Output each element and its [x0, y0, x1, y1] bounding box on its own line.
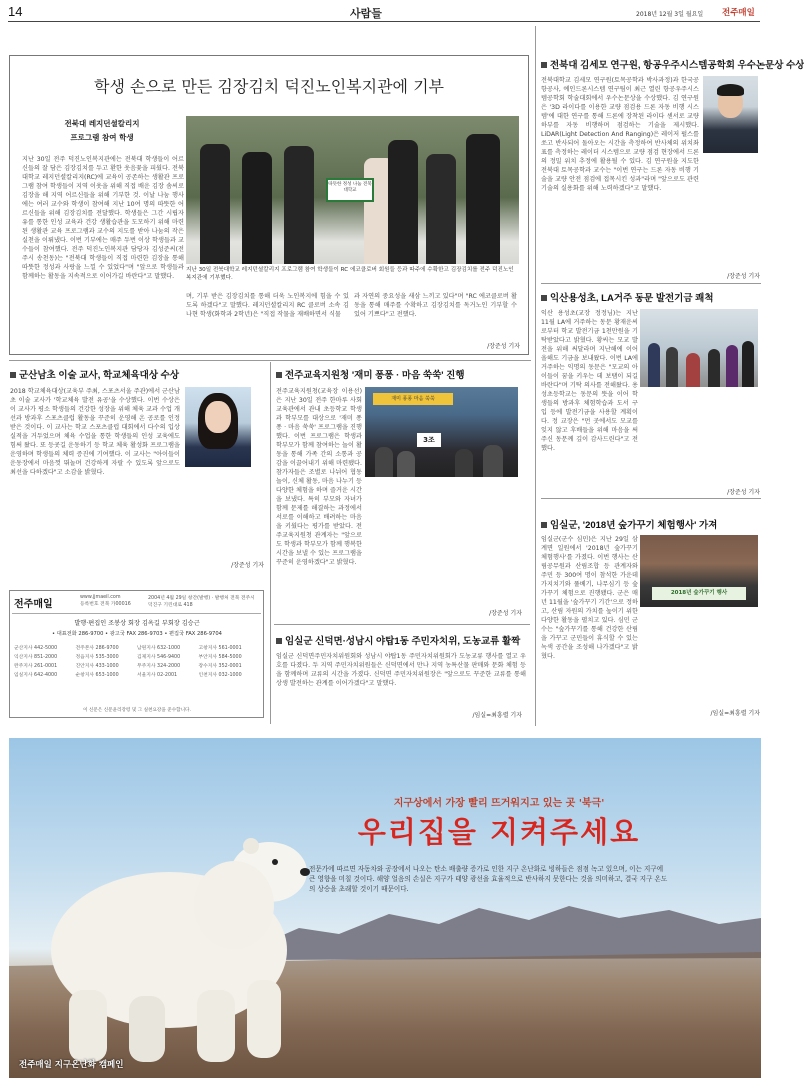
bureau-entry: 익산지사 851-2000 — [14, 655, 58, 660]
paper-name: 전주매일 — [722, 8, 755, 18]
headline-bullet — [276, 372, 282, 378]
person-figure — [397, 451, 415, 477]
iksan-story-body: 익산 용성초(교장 정정님)는 지난 11월 LA에 거주하는 동문 황재운씨로부터 학교 발전기금 1천만원을 기탁받았다고 밝혔다. 황씨는 모교 발전을 위해 써달라며 지난해에 이어 올해도 기금을 보내왔다. 이번 LA에 거주하는 익명의 동문은 "모교의 아이들이 꿈을 키우는 데 보탬이 되길 바란다"며 기탁 의사를 전해왔다. 용성초등학교는 동문의 뜻을 이어 학생들의 방과후 체험학습과 도서 구입 등에 발전기금을 사용할 계획이다. 정 교장은 "먼 곳에서도 모교를 잊지 않고 후배들을 위해 마음을 써주신 동문께 깊이 감사드린다"고 전했다. — [541, 310, 638, 452]
imsil-exchange-story-title — [276, 633, 531, 647]
story-divider — [541, 283, 761, 284]
person-figure — [686, 353, 700, 387]
award-story-title-text: 전북대 김세모 연구원, 항공우주시스템공학회 우수논문상 수상 — [550, 60, 804, 71]
funeducation-story-body-cont — [276, 490, 520, 602]
publisher-registration: 등록번호 전북 가00016 — [80, 602, 131, 607]
imsil-forest-story-title-text: 임실군, '2018년 숲가꾸기 체험행사' 가져 — [550, 520, 718, 531]
ad-headline: 우리집을 지켜주세요 — [357, 815, 641, 849]
bear-leg — [69, 990, 107, 1062]
bear-leg — [247, 980, 281, 1058]
award-portrait — [703, 76, 758, 153]
lead-story-byline: /장준성 기자 — [487, 343, 520, 350]
person-figure — [483, 445, 503, 477]
award-story-byline: /장준성 기자 — [727, 273, 760, 280]
publisher-staff: 발행·편집인 조봉상 회장 김옥길 부회장 김승근 — [74, 620, 200, 627]
gunsan-story-title-text: 군산남초 이술 교사, 학교체육대상 수상 — [19, 370, 180, 381]
funeducation-story-title-text: 전주교육지원청 '재미 퐁퐁 · 마음 쑥쑥' 진행 — [285, 370, 465, 381]
issue-date: 2018년 12월 3일 월요일 — [636, 11, 704, 18]
photo-tag: 3조 — [417, 433, 441, 447]
bureau-entry: 김제지사 546-9400 — [137, 655, 181, 660]
person-figure — [726, 345, 738, 387]
iksan-story-title-text: 익산용성초, LA거주 동문 발전기금 쾌척 — [550, 293, 714, 304]
headline-bullet — [10, 372, 16, 378]
iksan-story-photo — [640, 309, 758, 387]
bureau-entry: 순창지사 653-1000 — [75, 673, 119, 678]
person-figure — [455, 449, 473, 477]
bureau-entry: 부안지사 584-5000 — [198, 655, 242, 660]
imsil-forest-story-title — [541, 517, 763, 531]
ad-panel — [9, 738, 761, 1078]
bear-ear — [243, 838, 259, 854]
bureau-entry: 전주본사 286-9700 — [75, 646, 119, 651]
story-divider — [274, 624, 530, 625]
person-figure — [466, 134, 500, 264]
masthead-rule — [8, 21, 760, 22]
gunsan-story-title — [10, 367, 266, 381]
iksan-story-title — [541, 290, 763, 304]
bear-leg — [197, 990, 235, 1062]
portrait-hair — [717, 84, 744, 96]
bear-eye — [272, 859, 278, 865]
person-figure — [666, 347, 678, 387]
bureau-entry: 군산지사 442-5000 — [14, 646, 58, 651]
headline-bullet — [541, 62, 547, 68]
column-divider — [535, 26, 536, 726]
iksan-story-byline: /장준성 기자 — [727, 489, 760, 496]
photo-sign: 따뜻한 정성 나눔 전북대학교 — [326, 178, 374, 202]
bureau-entry: 무주지사 324-2000 — [137, 664, 181, 669]
publisher-rule — [12, 613, 261, 614]
funeducation-story-photo — [365, 387, 518, 477]
publisher-logo: 전주매일 — [14, 599, 53, 610]
bureau-entry: 장수지사 352-0001 — [198, 664, 242, 669]
gunsan-story-byline: /장준성 기자 — [231, 562, 264, 569]
publisher-contacts: • 대표전화 286-9700 • 광고국 FAX 286-9703 • 편집국 FAX 286-9704 — [52, 631, 222, 637]
person-figure — [648, 343, 660, 387]
publisher-footer: 이 신문은 신문윤리강령 및 그 실천요강을 준수합니다. — [83, 708, 191, 713]
photo-banner: 재미 퐁퐁 마음 쑥쑥 — [373, 393, 453, 405]
person-figure — [242, 152, 272, 264]
section-title: 사람들 — [350, 7, 382, 20]
imsil-forest-story-byline: /임실=최흥렬 기자 — [710, 710, 760, 717]
bureau-entry: 인천지사 032-1000 — [198, 673, 242, 678]
lead-story-body-3: 과 자연의 중요성을 새삼 느끼고 있다"며 "RC 에코클로버 활동을 통해 매주를 수확하고 김장김치를 독거노인 기부할 수 있어 기쁘다"고 전했다. — [354, 293, 517, 318]
funeducation-story-title — [276, 367, 530, 381]
bureau-entry: 고창지사 561-0001 — [198, 646, 242, 651]
award-story-body: 전북대학교 김세모 연구원(토목공학과 박사과정)과 한국공항공사, 예인드론시스템 연구팀이 최근 열린 항공우주시스템공학회 학술대회에서 우수논문상을 수상했다. 김 연구원은 '3D 라이다를 이용한 교량 점검용 드론 자동 비행 시스템'에 대한 연구를 통해 드론에 장착된 라이다 센서로 교량 하부를 자동 비행하며 점검하는 기술을 제시했다. LiDAR(Light Detection And Ranging)은 레이저 펄스를 쏘고 반사되어 돌아오는 시간을 측정하여 반사체의 위치좌표를 측정하는 레이더 시스템으로 교량 점검 현장에서 드론의 정밀 위치 추정에 활용될 수 있다. 김 연구원을 지도한 전북대 토목공학과 교수는 "이번 연구는 드론 자동 비행 기술을 교량 안전 점검에 접목시킨 성과"라며 "앞으로도 관련 기술의 실용화를 위해 노력하겠다"고 말했다. — [541, 77, 699, 192]
bureau-entry: 완주지사 261-0001 — [14, 664, 58, 669]
bureau-entry: 정읍지사 535-3000 — [75, 655, 119, 660]
ad-credit: 전주매일 지구온난화 캠페인 — [19, 1060, 124, 1070]
mountain-shape — [249, 906, 761, 960]
headline-bullet — [276, 638, 282, 644]
person-figure — [375, 447, 393, 477]
headline-bullet — [541, 522, 547, 528]
funeducation-story-byline: /장준성 기자 — [489, 610, 522, 617]
ad-tagline: 지구상에서 가장 빨리 뜨거워지고 있는 곳 '북극' — [393, 798, 605, 809]
funeducation-story-body: 전주교육지원청(교육장 이용선)은 지난 30일 전주 한마루 사회교육관에서 관내 초등학교 학생과 학부모를 대상으로 '재미 퐁퐁 · 마음 쑥쑥' 프로그램을 진행했다. 이번 프로그램은 학생과 학부모가 함께 참여하는 놀이 활동을 통해 가족 간의 소통과 공감을 이끌어내기 위해 마련됐다. 참가자들은 조별로 나뉘어 협동 놀이, 신체 활동, 마음 나누기 등 다양한 체험을 하며 즐거운 시간을 보냈다. 특히 부모와 자녀가 함께 문제를 해결하는 과정에서 서로를 이해하고 배려하는 마음을 키웠다는 평가를 받았다. 전주교육지원청 관계자는 "앞으로도 학생과 학부모가 함께 행복한 시간을 보낼 수 있는 프로그램을 꾸준히 운영하겠다"고 밝혔다. — [276, 388, 362, 566]
person-figure — [200, 144, 230, 264]
gunsan-portrait — [185, 387, 251, 467]
publisher-meta: 2004년 4월 29일 창간(발행) · 발행처 전북 전주시 덕진구 기린대로 418 — [148, 596, 255, 608]
bureau-entry: 서울지사 02-2001 — [137, 673, 178, 678]
publisher-website[interactable]: www.jjmaeil.com — [80, 595, 121, 600]
lead-story-body: 지난 30일 전주 덕진노인복지관에는 전북대 학생들이 어르신들의 잘 담은 김장김치를 두고 환한 웃음꽃을 피웠다. 전북대학교 레지던셜칼리지(RC)에 교육이 공존하는 생활관 프로그램 참여 학생들이 지역 이웃을 위해 직접 배운 김장 솜씨로 김장을 해 지역 어르신들을 위해 기부한 것. 이날 나눔 행사에는 여러 교수와 학생이 참여해 지난 10여 명의 따뜻한 어르신들을 위해 김장김치를 전달했다. 학생들은 그간 시립자유를 통한 인성 교육과 건강 생활습관을 도모하기 위해 마련된 생활관 교육 프로그램과 교수의 지도를 받아 나눔의 작은 실천을 이뤄냈다. 이번 기부에는 매주 두번 이상 학생들과 교수들이 참여했다. 전주 덕진노인복지관 담당자 김성준씨(전주시 송천동)는 "전북대 학생들이 직접 마련한 김장을 통해 따뜻한 정성과 사랑을 느낄 수 있었다"며 "앞으로 학생들과 함께하는 활동을 지속적으로 이어가길 바란다"고 말했다. — [22, 156, 184, 280]
person-figure — [426, 154, 456, 264]
page-number: 14 — [8, 4, 23, 19]
award-story-body-cont — [541, 256, 758, 266]
lead-photo-caption: 지난 30일 전북대학교 레지던셜칼리지 프로그램 참여 학생들이 RC 에코클로버 회원들 등과 따주에 수확한고 김장김치를 전주 덕진노인복지관에 기부했다. — [186, 267, 514, 281]
person-figure — [708, 349, 720, 387]
lead-story-subtitle-1: 전북대 레지던셜칼리지 — [64, 119, 140, 128]
imsil-forest-story-body-cont — [541, 612, 758, 694]
lead-story-subtitle-2: 프로그램 참여 학생 — [70, 133, 134, 142]
person-figure — [284, 146, 314, 264]
bear-neck — [194, 861, 274, 949]
gunsan-story-body: 2018 학교체육대상(교육부 주최, 스포츠서울 주관)에서 군산남초 이술 교사가 '학교체육 발전 유공'을 수상했다. 이번 수상은 이 교사가 평소 학생들의 건강한 성장을 위해 체육 교과 수업 개선과 방과후 스포츠클럽 활동을 꾸준히 운영해 온 공로를 인정받은 것이다. 이 교사는 학교 스포츠클럽 대회에서 다수의 입상 실적을 거두었으며 체육 수업을 통한 학생들의 인성 교육에도 힘써 왔다. 또 등굣길 운동하기 등 학교 체육 활성화 프로그램을 운영하며 학생들의 체력 증진에 기여했다. 이 교사는 "아이들이 운동장에서 마음껏 뛰놀며 건강하게 자랄 수 있도록 앞으로도 최선을 다하겠다"고 소감을 밝혔다. — [10, 388, 180, 476]
person-figure — [742, 341, 754, 387]
iksan-story-body-cont — [541, 392, 758, 482]
person-figure — [388, 140, 418, 264]
imsil-exchange-story-title-text: 임실군 신덕면·성남시 야탑1동 주민자치위, 도농교류 활짝 — [285, 636, 521, 647]
column-divider — [270, 362, 271, 724]
lead-story-body-2: 며, 기부 받은 김장김치를 통해 더욱 노인복지에 힘을 수 있도록 하겠다"고 말했다. 레지던셜칼리지 RC 클로버 소속 김나현 학생(화학과 2학년)은 "직접 작물을 재배하면서 식물 — [186, 293, 349, 318]
headline-bullet — [541, 295, 547, 301]
imsil-exchange-story-byline: /임실=최흥렬 기자 — [472, 712, 522, 719]
section-divider — [9, 360, 531, 361]
lead-story-photo — [186, 116, 519, 264]
imsil-forest-story-photo — [640, 535, 758, 607]
publisher-bureau-grid — [14, 645, 260, 679]
story-divider — [541, 498, 761, 499]
award-story-title — [541, 57, 804, 71]
imsil-forest-story-body: 임실군(군수 심민)은 지난 29일 삼계면 일원에서 '2018년 숲가꾸기 체험행사'를 가졌다. 이번 행사는 산림공무원과 산림조합 등 관계자와 주민 등 300여 명이 참석한 가운데 가지치기와 풀베기, 나무심기 등 숲가꾸기 체험으로 진행됐다. 군은 매년 11월을 '숲가꾸기 기간'으로 정하고, 산림 자원의 가치를 높이기 위한 다양한 활동을 펼치고 있다. 심민 군수는 "숲가꾸기를 통해 건강한 산림을 가꾸고 군민들이 휴식할 수 있는 녹색 공간을 조성해 나가겠다"고 밝혔다. — [541, 536, 638, 660]
bureau-entry: 진안지사 433-1000 — [75, 664, 119, 669]
bureau-entry: 남원지사 632-1000 — [137, 646, 181, 651]
imsil-exchange-story-body: 임실군 신덕면주민자치위원회와 성남시 야탑1동 주민자치위원회가 도농교류 행사를 열고 우호를 다졌다. 두 지역 주민자치위원들은 신덕면에서 만나 지역 농특산물 판매와 문화 체험 등을 함께하며 교류의 시간을 가졌다. 신덕면 주민자치위원장은 "앞으로도 꾸준한 교류를 통해 상생 발전하는 관계를 이어가겠다"고 말했다. — [276, 653, 526, 687]
ad-body: 전문가에 따르면 자동차와 공장에서 나오는 탄소 배출량 증가로 인한 지구 온난화로 빙하들은 점점 녹고 있으며, 이는 지구에 큰 영향을 미칠 것이다. 해양 얼음의 손실은 지구가 태양 광선을 효율적으로 반사하지 못한다는 것을 의미하고, 결국 지구 온도의 상승을 초래할 것이기 때문이다. — [309, 865, 668, 893]
polar-bear-illustration — [29, 800, 309, 1070]
portrait-face — [205, 401, 231, 433]
bureau-entry: 임실지사 642-4000 — [14, 673, 58, 678]
photo-banner: 2018년 숲가꾸기 행사 — [652, 587, 746, 600]
bear-leg — [129, 996, 165, 1062]
lead-story-title: 학생 손으로 만든 김장김치 덕진노인복지관에 기부 — [93, 77, 444, 96]
